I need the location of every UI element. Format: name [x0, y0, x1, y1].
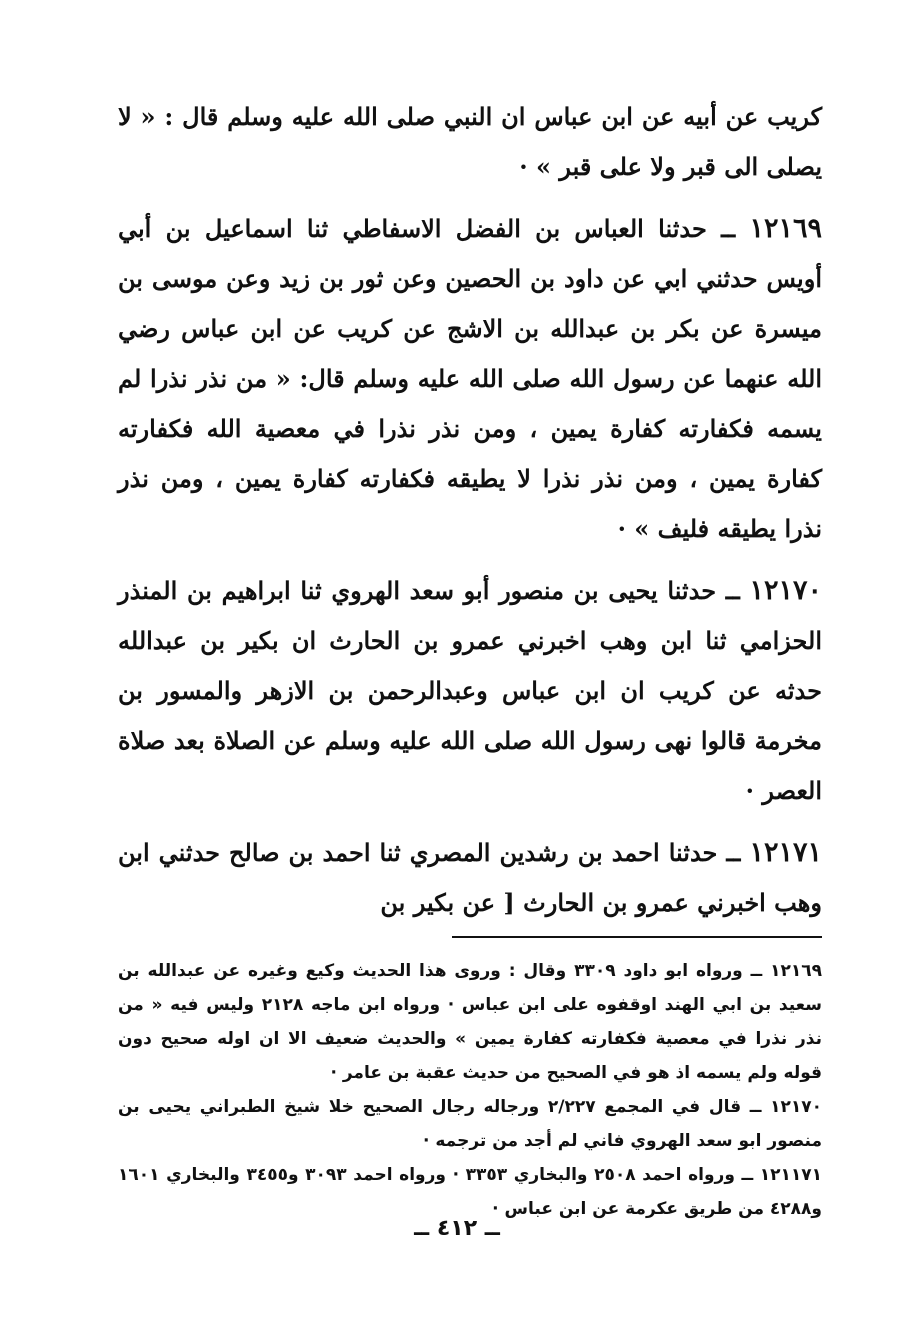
hadith-12169	[118, 204, 822, 554]
footnotes	[118, 954, 822, 1226]
hadith-text: ــ حدثنا احمد بن رشدين المصري ثنا احمد بن صالح حدثني ابن وهب اخبرني عمرو بن الحارث [ عن بكير بن	[118, 838, 822, 917]
footnote-12171: ١٢١١٧١ ــ ورواه احمد ٢٥٠٨ والبخاري ٣٣٥٣ · ورواه احمد ٣٠٩٣ و٣٤٥٥ والبخاري ١٦٠١ و٤٢٨٨ من طريق عكرمة عن ابن عباس ·	[118, 1165, 822, 1219]
hadith-text: ــ حدثنا يحيى بن منصور أبو سعد الهروي ثنا ابراهيم بن المنذر الحزامي ثنا ابن وهب اخبرني عمرو بن الحارث ان بكير بن عبدالله حدثه عن كريب ان ابن عباس وعبدالرحمن بن الازهر والمسور بن مخرمة قالوا نهى رسول الله صلى الله عليه وسلم عن الصلاة بعد صلاة العصر ·	[118, 576, 822, 805]
footnote-12169: ١٢١٦٩ ــ ورواه ابو داود ٣٣٠٩ وقال : وروى هذا الحديث وكيع وغيره عن عبدالله بن سعيد بن ابي الهند اوقفوه على ابن عباس · ورواه ابن ماجه ٢١٢٨ وليس فيه « من نذر نذرا في معصية فكفارته كفارة يمين » والحديث ضعيف الا ان اوله صحيح دون قوله ولم يسمه اذ هو في الصحيح من حديث عقبة بن عامر ·	[118, 961, 822, 1083]
main-text	[118, 92, 822, 928]
hadith-number: ١٢١٧١	[749, 837, 823, 868]
continuation-paragraph: كريب عن أبيه عن ابن عباس ان النبي صلى الله عليه وسلم قال : « لا يصلى الى قبر ولا على قبر » ·	[118, 102, 822, 181]
hadith-number: ١٢١٦٩	[749, 213, 822, 244]
hadith-number: ١٢١٧٠	[749, 575, 822, 606]
footnote-12170: ١٢١٧٠ ــ قال في المجمع ٢/٢٢٧ ورجاله رجال الصحيح خلا شيخ الطبراني يحيى بن منصور ابو سعد الهروي فاني لم أجد من ترجمه ·	[118, 1097, 822, 1151]
hadith-12171	[118, 828, 822, 928]
page-number: ــ ٤١٢ ــ	[414, 1216, 500, 1241]
hadith-12170	[118, 566, 822, 816]
footnote-divider	[452, 936, 822, 938]
hadith-text: ــ حدثنا العباس بن الفضل الاسفاطي ثنا اسماعيل بن أبي أويس حدثني ابي عن داود بن الحصين وعن ثور بن زيد وعن موسى بن ميسرة عن بكر بن عبدالله بن الاشج عن كريب عن ابن عباس رضي الله عنهما عن رسول الله صلى الله عليه وسلم قال: « من نذر نذرا لم يسمه فكفارته كفارة يمين ، ومن نذر نذرا في معصية الله فكفارته كفارة يمين ، ومن نذر نذرا لا يطيقه فكفارته كفارة يمين ، ومن نذر نذرا يطيقه فليف » ·	[118, 214, 822, 543]
